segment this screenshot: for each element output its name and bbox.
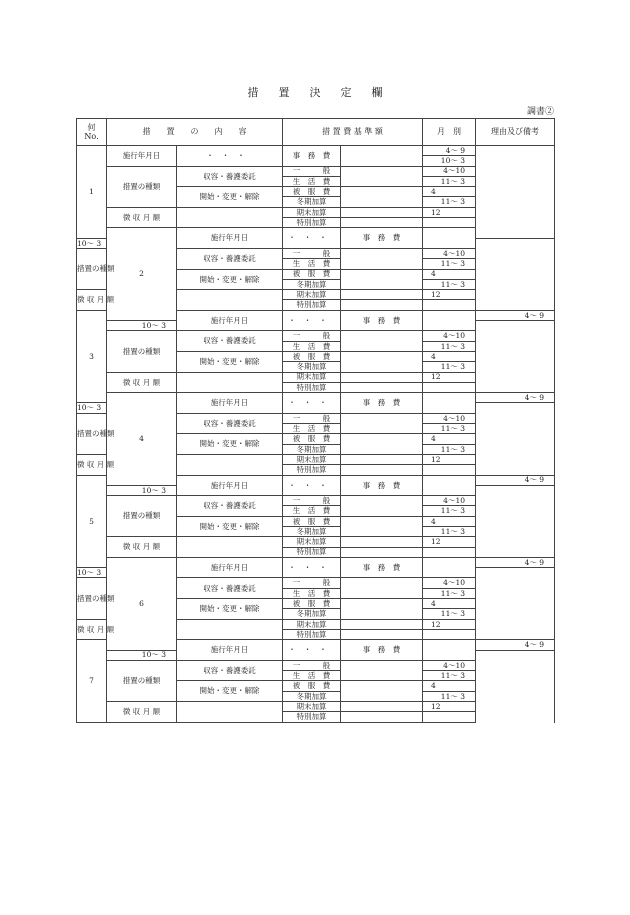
header-month: 月 別 — [423, 119, 476, 146]
office-fee-amount[interactable] — [423, 228, 476, 249]
collect-monthly-label: 徴 収 月 額 — [107, 207, 177, 228]
header-no: 何 No. — [77, 119, 107, 146]
measure-option-1[interactable]: 収容・養護委託 — [177, 413, 283, 434]
winter-addition-label: 冬期加算 — [283, 362, 341, 372]
measure-type-label: 措置の種類 — [107, 331, 177, 372]
month-cell: 4〜 9 — [476, 393, 555, 403]
row-number: 3 — [77, 310, 107, 403]
enforce-date-label: 施行年月日 — [177, 640, 283, 661]
clothing-fee-amount[interactable] — [341, 269, 423, 290]
enforce-date-label: 施行年月日 — [177, 475, 283, 496]
month-cell: 10〜 3 — [107, 650, 177, 660]
row-number: 5 — [77, 475, 107, 568]
term-end-addition-label: 期末加算 — [283, 619, 341, 629]
winter-addition-label: 冬期加算 — [283, 609, 341, 619]
month-cell: 12 — [423, 372, 476, 382]
measure-option-2[interactable]: 開始・変更・解除 — [177, 434, 283, 455]
month-cell: 4 — [423, 599, 476, 609]
clothing-fee-amount[interactable] — [341, 516, 423, 537]
term-end-addition-label: 期末加算 — [283, 702, 341, 712]
table-row — [77, 496, 555, 506]
month-cell: 11〜 3 — [423, 259, 476, 269]
term-end-addition-label: 期末加算 — [283, 454, 341, 464]
month-cell: 11〜 3 — [423, 609, 476, 619]
measure-option-2[interactable]: 開始・変更・解除 — [177, 187, 283, 208]
month-cell: 11〜 3 — [423, 197, 476, 207]
clothing-fee-amount[interactable] — [341, 681, 423, 702]
measure-type-label: 措置の種類 — [77, 248, 107, 289]
month-cell: 12 — [423, 537, 476, 547]
winter-addition-label: 冬期加算 — [283, 444, 341, 454]
measure-type-label: 措置の種類 — [77, 578, 107, 619]
title-char: 欄 — [371, 86, 383, 99]
enforce-date-input[interactable]: ・・・ — [283, 228, 341, 249]
special-addition-label: 特別加算 — [283, 629, 341, 639]
measure-option-2[interactable]: 開始・変更・解除 — [177, 269, 283, 290]
month-cell: 10〜 3 — [107, 321, 177, 331]
living-fee-label: 生 活 費 — [283, 259, 341, 269]
collect-monthly-label: 徴 収 月 額 — [77, 290, 107, 311]
special-addition-label: 特別加算 — [283, 465, 341, 475]
month-cell — [423, 382, 476, 392]
month-cell: 4〜10 — [423, 248, 476, 258]
office-fee-amount[interactable] — [423, 475, 476, 496]
row-number: 7 — [77, 640, 107, 722]
office-fee-amount[interactable] — [341, 146, 423, 167]
clothing-fee-amount[interactable] — [341, 599, 423, 620]
enforce-date-label: 施行年月日 — [107, 146, 177, 167]
clothing-fee-label: 被 服 費 — [283, 434, 341, 444]
term-end-amount[interactable] — [341, 454, 423, 464]
collect-monthly-label: 徴 収 月 額 — [107, 537, 177, 558]
row-number: 6 — [107, 557, 177, 650]
month-cell: 11〜 3 — [423, 691, 476, 701]
month-cell: 10〜 3 — [77, 238, 107, 248]
office-fee-label: 事 務 費 — [341, 393, 423, 414]
table-row — [77, 331, 555, 341]
month-cell: 4〜10 — [423, 660, 476, 670]
measure-option-1[interactable]: 収容・養護委託 — [177, 578, 283, 599]
general-fee-label: 一 般 — [283, 166, 341, 176]
enforce-date-label: 施行年月日 — [177, 557, 283, 578]
month-cell — [423, 300, 476, 310]
month-cell: 4〜 9 — [476, 557, 555, 567]
measure-option-1[interactable]: 収容・養護委託 — [177, 496, 283, 517]
winter-addition-label: 冬期加算 — [283, 279, 341, 289]
measure-option-2[interactable]: 開始・変更・解除 — [177, 351, 283, 372]
month-cell: 4〜 9 — [423, 146, 476, 156]
special-addition-label: 特別加算 — [283, 712, 341, 722]
collect-monthly-label: 徴 収 月 額 — [107, 372, 177, 393]
living-fee-label: 生 活 費 — [283, 588, 341, 598]
month-cell: 12 — [423, 702, 476, 712]
month-cell: 11〜 3 — [423, 526, 476, 536]
header-row — [77, 119, 555, 146]
term-end-addition-label: 期末加算 — [283, 537, 341, 547]
month-cell: 10〜 3 — [77, 403, 107, 413]
special-addition-label: 特別加算 — [283, 218, 341, 228]
term-end-addition-label: 期末加算 — [283, 290, 341, 300]
special-addition-label: 特別加算 — [283, 382, 341, 392]
clothing-fee-amount[interactable] — [341, 187, 423, 208]
collect-monthly-input[interactable] — [177, 702, 283, 723]
clothing-fee-label: 被 服 費 — [283, 351, 341, 361]
month-cell: 11〜 3 — [423, 176, 476, 186]
enforce-date-input[interactable]: ・・・ — [177, 146, 283, 167]
measure-type-label: 措置の種類 — [107, 166, 177, 207]
measure-type-label: 措置の種類 — [77, 413, 107, 454]
month-cell: 12 — [423, 290, 476, 300]
special-amount[interactable] — [341, 547, 423, 557]
living-fee-amount[interactable] — [341, 496, 423, 517]
month-cell: 4 — [423, 269, 476, 279]
winter-addition-label: 冬期加算 — [283, 526, 341, 536]
month-cell: 4 — [423, 681, 476, 691]
form-code: 調書② — [527, 107, 555, 117]
clothing-fee-label: 被 服 費 — [283, 681, 341, 691]
winter-addition-label: 冬期加算 — [283, 691, 341, 701]
term-end-addition-label: 期末加算 — [283, 372, 341, 382]
header-standard: 措 置 費 基 準 額 — [283, 119, 423, 146]
table-row — [77, 372, 555, 382]
term-end-amount[interactable] — [341, 619, 423, 629]
living-fee-label: 生 活 費 — [283, 176, 341, 186]
month-cell — [423, 629, 476, 639]
special-amount[interactable] — [341, 218, 423, 228]
header-reason: 理由及び備考 — [476, 119, 555, 146]
month-cell: 4〜10 — [423, 166, 476, 176]
collect-monthly-input[interactable] — [177, 207, 283, 228]
measures-table — [76, 118, 555, 723]
collect-monthly-label: 徴 収 月 額 — [107, 702, 177, 723]
general-fee-label: 一 般 — [283, 248, 341, 258]
measure-option-1[interactable]: 収容・養護委託 — [177, 660, 283, 681]
month-cell: 12 — [423, 619, 476, 629]
month-cell: 12 — [423, 207, 476, 217]
month-cell: 4 — [423, 187, 476, 197]
living-fee-amount[interactable] — [341, 413, 423, 434]
enforce-date-input[interactable]: ・・・ — [283, 475, 341, 496]
title-char: 置 — [278, 86, 290, 99]
month-cell: 11〜 3 — [423, 444, 476, 454]
clothing-fee-amount[interactable] — [341, 434, 423, 455]
collect-monthly-input[interactable] — [177, 537, 283, 558]
collect-monthly-label: 徴 収 月 額 — [77, 454, 107, 475]
term-end-amount[interactable] — [341, 702, 423, 712]
month-cell: 4 — [423, 516, 476, 526]
special-amount[interactable] — [341, 382, 423, 392]
header-content: 措 置 の 内 容 — [107, 119, 283, 146]
clothing-fee-label: 被 服 費 — [283, 599, 341, 609]
enforce-date-input[interactable]: ・・・ — [283, 310, 341, 331]
month-cell — [423, 465, 476, 475]
winter-addition-label: 冬期加算 — [283, 197, 341, 207]
general-fee-label: 一 般 — [283, 660, 341, 670]
measure-option-2[interactable]: 開始・変更・解除 — [177, 599, 283, 620]
office-fee-amount[interactable] — [423, 310, 476, 331]
measure-type-label: 措置の種類 — [107, 496, 177, 537]
enforce-date-input[interactable]: ・・・ — [283, 640, 341, 661]
reason-cell[interactable] — [476, 146, 555, 239]
title-char: 定 — [340, 86, 352, 99]
collect-monthly-input[interactable] — [177, 290, 283, 311]
row-number: 1 — [77, 146, 107, 239]
term-end-amount[interactable] — [341, 290, 423, 300]
collect-monthly-input[interactable] — [177, 454, 283, 475]
title-char: 措 — [247, 86, 259, 99]
living-fee-amount[interactable] — [341, 578, 423, 599]
general-fee-label: 一 般 — [283, 496, 341, 506]
measure-type-label: 措置の種類 — [107, 660, 177, 701]
enforce-date-label: 施行年月日 — [177, 310, 283, 331]
table-row — [77, 146, 555, 156]
month-cell: 4 — [423, 351, 476, 361]
table-row — [77, 660, 555, 670]
month-cell: 11〜 3 — [423, 362, 476, 372]
month-cell: 12 — [423, 454, 476, 464]
month-cell: 4〜 9 — [476, 640, 555, 650]
month-cell: 11〜 3 — [423, 341, 476, 351]
row-number: 2 — [107, 228, 177, 321]
enforce-date-label: 施行年月日 — [177, 393, 283, 414]
living-fee-amount[interactable] — [341, 331, 423, 352]
office-fee-amount[interactable] — [423, 557, 476, 578]
measure-option-1[interactable]: 収容・養護委託 — [177, 166, 283, 187]
living-fee-label: 生 活 費 — [283, 424, 341, 434]
special-amount[interactable] — [341, 712, 423, 722]
collect-monthly-input[interactable] — [177, 372, 283, 393]
month-cell: 11〜 3 — [423, 588, 476, 598]
month-cell: 11〜 3 — [423, 279, 476, 289]
table-row — [77, 702, 555, 712]
term-end-amount[interactable] — [341, 207, 423, 217]
month-cell: 4〜10 — [423, 496, 476, 506]
month-cell: 10〜 3 — [107, 485, 177, 495]
living-fee-label: 生 活 費 — [283, 341, 341, 351]
month-cell: 11〜 3 — [423, 424, 476, 434]
general-fee-label: 一 般 — [283, 413, 341, 423]
special-addition-label: 特別加算 — [283, 300, 341, 310]
row-number: 4 — [107, 393, 177, 486]
special-amount[interactable] — [341, 465, 423, 475]
clothing-fee-label: 被 服 費 — [283, 269, 341, 279]
measure-option-1[interactable]: 収容・養護委託 — [177, 248, 283, 269]
office-fee-label: 事 務 費 — [341, 310, 423, 331]
office-fee-label: 事 務 費 — [341, 557, 423, 578]
month-cell: 4〜 9 — [476, 310, 555, 320]
living-fee-label: 生 活 費 — [283, 671, 341, 681]
enforce-date-input[interactable]: ・・・ — [283, 557, 341, 578]
table-row — [77, 557, 555, 567]
table-row — [77, 537, 555, 547]
office-fee-label: 事 務 費 — [283, 146, 341, 167]
measure-option-2[interactable]: 開始・変更・解除 — [177, 681, 283, 702]
month-cell: 11〜 3 — [423, 671, 476, 681]
living-fee-amount[interactable] — [341, 166, 423, 187]
month-cell: 4〜10 — [423, 331, 476, 341]
month-cell: 4〜10 — [423, 578, 476, 588]
office-fee-label: 事 務 費 — [341, 228, 423, 249]
table-row — [77, 393, 555, 403]
month-cell: 4〜 9 — [476, 475, 555, 485]
collect-monthly-input[interactable] — [177, 619, 283, 640]
month-cell: 10〜 3 — [423, 156, 476, 166]
enforce-date-input[interactable]: ・・・ — [283, 393, 341, 414]
special-amount[interactable] — [341, 629, 423, 639]
term-end-addition-label: 期末加算 — [283, 207, 341, 217]
collect-monthly-label: 徴 収 月 額 — [77, 619, 107, 640]
general-fee-label: 一 般 — [283, 578, 341, 588]
month-cell: 4〜10 — [423, 413, 476, 423]
living-fee-amount[interactable] — [341, 660, 423, 681]
month-cell — [423, 218, 476, 228]
term-end-amount[interactable] — [341, 537, 423, 547]
special-addition-label: 特別加算 — [283, 547, 341, 557]
month-cell — [423, 712, 476, 722]
clothing-fee-amount[interactable] — [341, 351, 423, 372]
enforce-date-label: 施行年月日 — [177, 228, 283, 249]
special-amount[interactable] — [341, 300, 423, 310]
clothing-fee-label: 被 服 費 — [283, 187, 341, 197]
living-fee-label: 生 活 費 — [283, 506, 341, 516]
month-cell: 10〜 3 — [77, 568, 107, 578]
page-title — [0, 84, 630, 100]
month-cell: 11〜 3 — [423, 506, 476, 516]
office-fee-label: 事 務 費 — [341, 475, 423, 496]
term-end-amount[interactable] — [341, 372, 423, 382]
month-cell — [423, 547, 476, 557]
measure-option-1[interactable]: 収容・養護委託 — [177, 331, 283, 352]
clothing-fee-label: 被 服 費 — [283, 516, 341, 526]
general-fee-label: 一 般 — [283, 331, 341, 341]
office-fee-amount[interactable] — [423, 640, 476, 661]
office-fee-label: 事 務 費 — [341, 640, 423, 661]
office-fee-amount[interactable] — [423, 393, 476, 414]
living-fee-amount[interactable] — [341, 248, 423, 269]
month-cell: 4 — [423, 434, 476, 444]
measure-option-2[interactable]: 開始・変更・解除 — [177, 516, 283, 537]
title-char: 決 — [309, 86, 321, 99]
